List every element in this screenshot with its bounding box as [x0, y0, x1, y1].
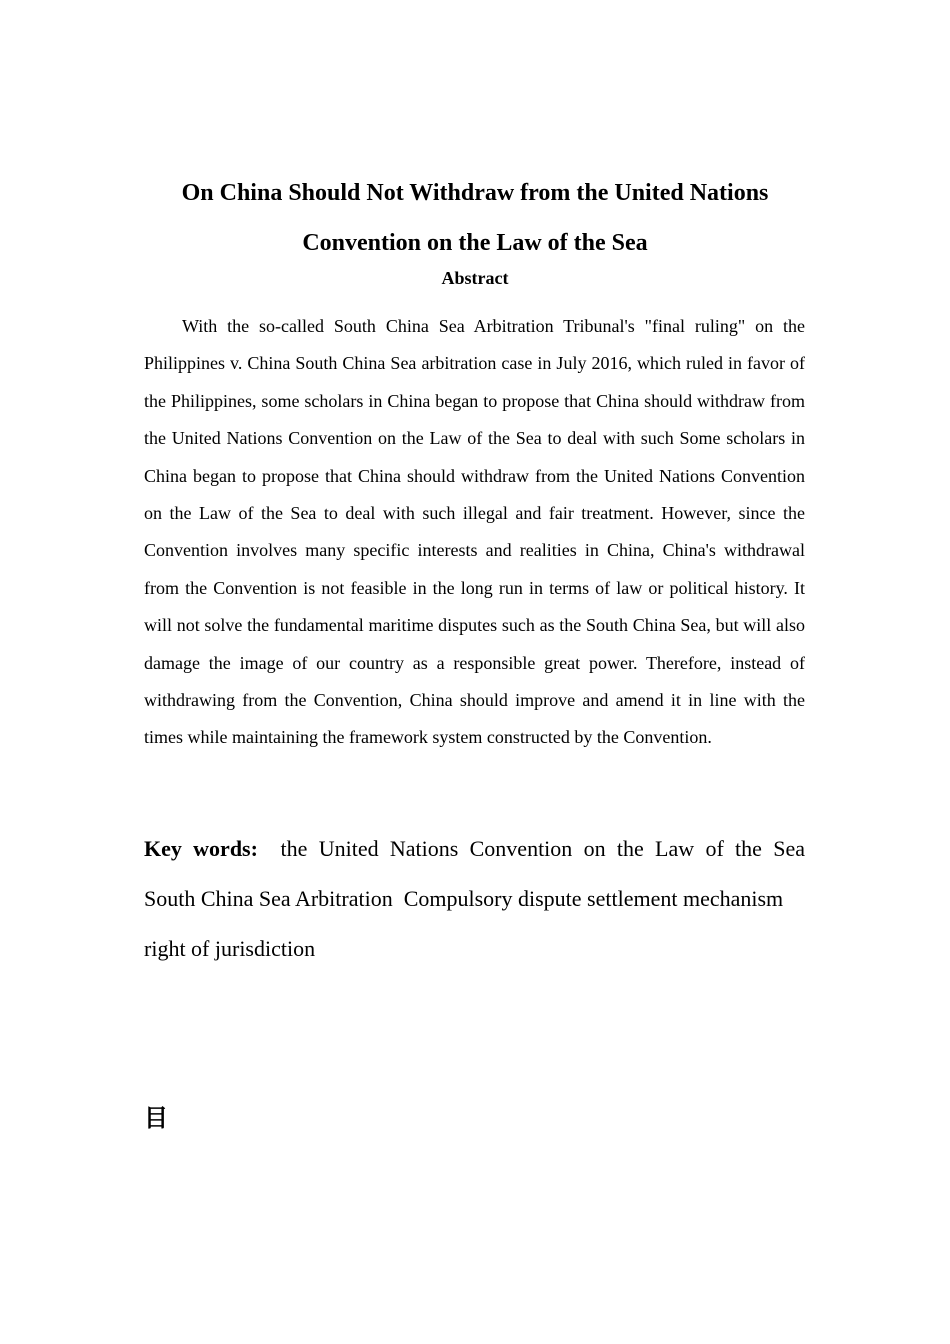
- abstract-body: With the so-called South China Sea Arbitration Tribunal's "final ruling" on the Philippines v. China South China Sea arbitration case in July 2016, which ruled in favor of the Philippines, some scholars in China began to propose that China should withdraw from the United Nations Convention on the Law of the Sea to deal with such Some scholars in China began to propose that China should withdraw from the United Nations Convention on the Law of the Sea to deal with such illegal and fair treatment. However, since the Convention involves many specific interests and realities in China, China's withdrawal from the Convention is not feasible in the long run in terms of law or political history. It will not solve the fundamental maritime disputes such as the South China Sea, but will also damage the image of our country as a responsible great power. Therefore, instead of withdrawing from the Convention, China should improve and amend it in line with the times while maintaining the framework system constructed by the Convention.: [144, 316, 805, 748]
- keywords-label: Key words:: [144, 836, 258, 861]
- keyword-item: right of jurisdiction: [144, 936, 316, 961]
- title-line-1: On China Should Not Withdraw from the United Nations: [181, 180, 769, 206]
- keyword-item: Compulsory dispute settlement mechanism: [403, 886, 784, 911]
- keywords-line-3: [144, 924, 805, 974]
- keyword-item: the United Nations Convention on the Law of the Sea: [280, 836, 805, 861]
- keywords-line-2: [144, 874, 805, 924]
- table-of-contents-heading: 目: [144, 1104, 168, 1132]
- document-title: [100, 168, 850, 268]
- keywords-line-1: [144, 824, 805, 874]
- title-line-2: Convention on the Law of the Sea: [302, 230, 648, 256]
- keywords-section: [144, 824, 805, 974]
- abstract-heading: Abstract: [441, 268, 509, 288]
- keyword-item: South China Sea Arbitration: [144, 886, 393, 911]
